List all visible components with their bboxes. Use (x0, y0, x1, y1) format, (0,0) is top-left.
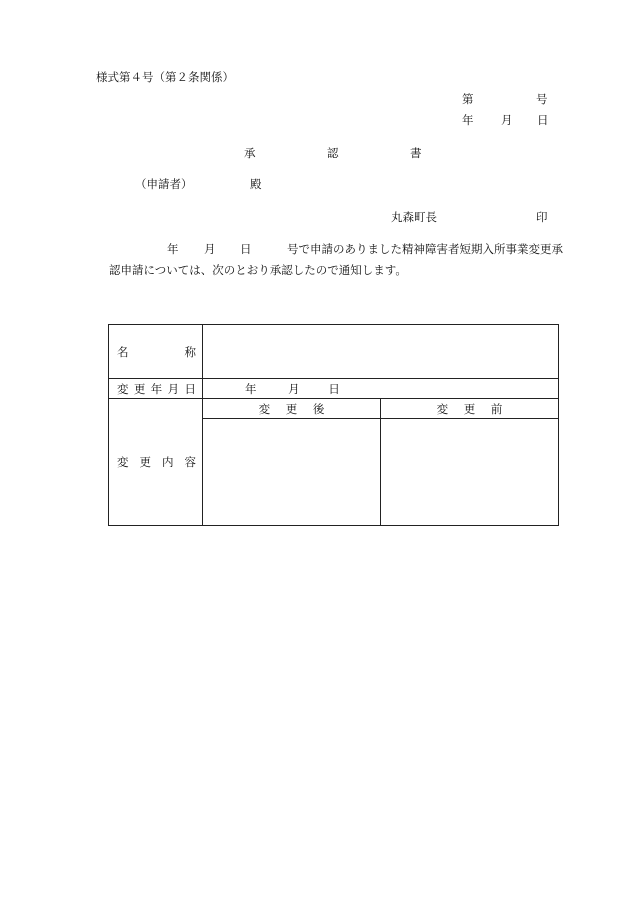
change-date-month: 月 (288, 381, 300, 396)
approval-details-table (108, 324, 559, 526)
change-content-label-char: 変 (117, 455, 129, 469)
change-content-label-char: 内 (162, 455, 174, 469)
title-char-1: 承 (244, 146, 256, 160)
change-date-value-cell (203, 379, 559, 399)
after-header-char: 後 (312, 401, 325, 416)
body-line-1: 号で申請のありました精神障害者短期入所事業変更承 (287, 242, 563, 256)
change-date-label-char: 月 (167, 381, 180, 396)
after-change-header (203, 399, 381, 419)
change-date-day: 日 (328, 381, 340, 396)
name-label-cell (109, 325, 203, 379)
issuer-name: 丸森町長 (391, 210, 437, 224)
before-change-header (381, 399, 559, 419)
before-header-char: 前 (490, 401, 503, 416)
change-date-label-char: 更 (133, 381, 146, 396)
body-month: 月 (204, 242, 216, 256)
doc-number-prefix: 第 (462, 92, 474, 106)
change-content-label-char: 更 (139, 455, 151, 469)
after-header-char: 変 (258, 401, 271, 416)
body-year: 年 (167, 242, 179, 256)
issue-date-month: 月 (501, 113, 513, 127)
after-change-content-cell (203, 419, 381, 526)
change-content-label-char: 容 (184, 455, 196, 469)
change-date-year: 年 (245, 381, 257, 396)
doc-number-suffix: 号 (536, 92, 548, 106)
before-header-char: 変 (436, 401, 449, 416)
name-value-cell (203, 325, 559, 379)
change-date-label-char: 変 (117, 381, 129, 396)
after-header-char: 更 (285, 401, 298, 416)
title-char-3: 書 (410, 146, 422, 160)
body-line-2: 認申請については、次のとおり承認したので通知します。 (109, 263, 407, 277)
issuer-seal: 印 (536, 210, 548, 224)
applicant-honorific: 殿 (250, 177, 262, 191)
name-label-char: 名 (117, 344, 129, 359)
issue-date-day: 日 (537, 113, 549, 127)
change-date-label-cell (109, 379, 203, 399)
title-char-2: 認 (327, 146, 339, 160)
issue-date-year: 年 (462, 113, 474, 127)
change-date-label-char: 日 (184, 381, 196, 396)
name-label-char: 称 (184, 344, 196, 359)
change-date-label-char: 年 (150, 381, 163, 396)
change-content-label-cell (109, 399, 203, 526)
before-change-content-cell (381, 419, 559, 526)
before-header-char: 更 (463, 401, 476, 416)
body-day: 日 (240, 242, 252, 256)
applicant-label: （申請者） (135, 177, 193, 191)
form-number: 様式第４号（第２条関係） (96, 70, 234, 84)
